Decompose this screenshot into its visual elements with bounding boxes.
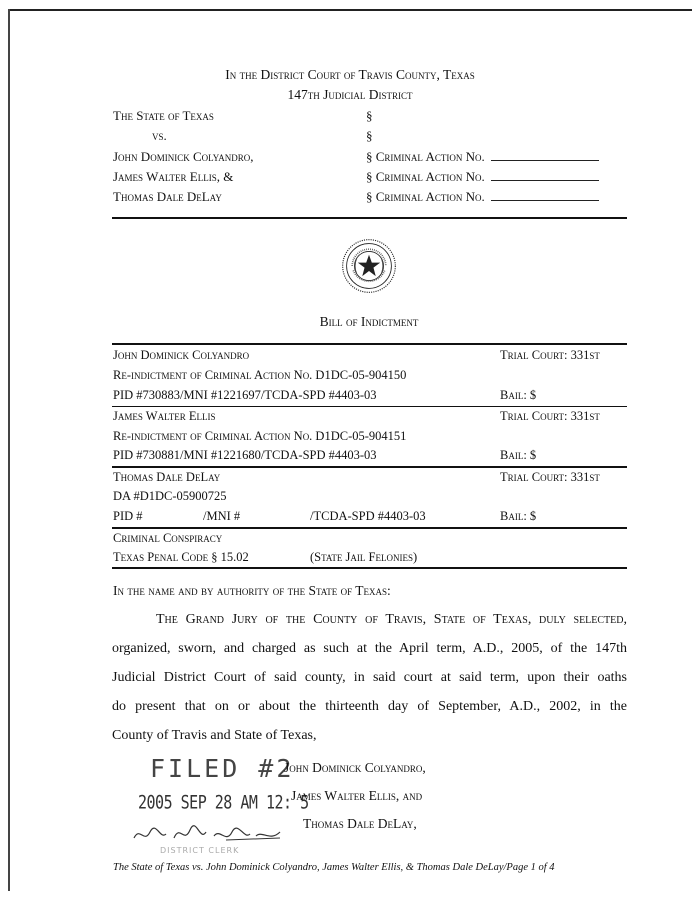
offense-code: Texas Penal Code § 15.02 [113, 550, 249, 564]
blank-line [491, 149, 599, 161]
filed-stamp: FILED #2 [150, 754, 295, 783]
section-mark-1: § [366, 108, 373, 123]
criminal-action-no-2: § Criminal Action No. [366, 169, 599, 185]
defendant-3-bail: Bail: $ [500, 509, 537, 523]
section-mark-2: § [366, 128, 373, 143]
paragraph-line: organized, sworn, and charged as such at the April term, A.D., 2005, of the 147th [112, 641, 627, 656]
defendant-3-pid: PID # [113, 509, 143, 523]
court-name: In the District Court of Travis County, Texas [225, 67, 475, 82]
table-rule [112, 466, 627, 468]
table-rule-bottom [112, 567, 627, 569]
defendant-3-name: Thomas Dale DeLay [113, 470, 221, 484]
page-footer: The State of Texas vs. John Dominick Colyandro, James Walter Ellis, & Thomas Dale DeLay/Page 1 of 4 [113, 862, 555, 873]
page-border-top [8, 9, 692, 11]
defendant-1-reindictment: Re-indictment of Criminal Action No. D1DC-05-904150 [113, 368, 407, 382]
defendant-1-trial-court: Trial Court: 331st [500, 348, 600, 362]
named-defendant-2: James Walter Ellis, and [291, 788, 423, 803]
criminal-action-no-1: § Criminal Action No. [366, 149, 599, 165]
judicial-district: 147th Judicial District [287, 87, 413, 102]
caption-state: The State of Texas [113, 108, 214, 123]
defendant-3-trial-court: Trial Court: 331st [500, 470, 600, 484]
named-defendant-3: Thomas Dale DeLay, [303, 816, 417, 831]
defendant-1-name: John Dominick Colyandro [113, 348, 250, 362]
offense-name: Criminal Conspiracy [113, 531, 223, 545]
district-clerk-stamp: DISTRICT CLERK [160, 846, 240, 855]
defendant-2-reindictment: Re-indictment of Criminal Action No. D1DC-05-904151 [113, 429, 407, 443]
blank-line [491, 189, 599, 201]
caption-vs: vs. [152, 128, 167, 143]
defendant-2-bail: Bail: $ [500, 448, 537, 462]
caption-divider [112, 217, 627, 219]
defendant-2-ids: PID #730881/MNI #1221680/TCDA-SPD #4403-03 [113, 448, 377, 462]
paragraph-line: do present that on or about the thirteenth day of September, A.D., 2002, in the [112, 699, 627, 714]
defendant-2-trial-court: Trial Court: 331st [500, 409, 600, 423]
filed-date-stamp: 2005 SEP 28 AM 12: 5 [138, 790, 309, 814]
table-rule [112, 406, 627, 407]
defendant-1-bail: Bail: $ [500, 388, 537, 402]
blank-line [491, 169, 599, 181]
defendant-1-ids: PID #730883/MNI #1221697/TCDA-SPD #4403-03 [113, 388, 377, 402]
caption-defendant-1: John Dominick Colyandro, [113, 149, 254, 164]
criminal-action-no-3: § Criminal Action No. [366, 189, 599, 205]
offense-class: (State Jail Felonies) [310, 550, 418, 564]
caption-defendant-3: Thomas Dale DeLay [113, 189, 222, 204]
paragraph-line: Judicial District Court of said county, in said court at said term, upon their oaths [112, 670, 627, 685]
seal-icon [341, 238, 397, 294]
defendant-2-name: James Walter Ellis [113, 409, 216, 423]
table-rule [112, 527, 627, 529]
named-defendant-1: John Dominick Colyandro, [284, 760, 426, 775]
page-border-left [8, 9, 10, 891]
defendant-3-tcda: /TCDA-SPD #4403-03 [310, 509, 426, 523]
document-title: Bill of Indictment [319, 314, 419, 329]
clerk-signature-icon [130, 820, 290, 848]
defendant-3-da-number: DA #D1DC-05900725 [113, 489, 227, 503]
authority-line: In the name and by authority of the State of Texas: [113, 583, 391, 598]
paragraph-last-line: County of Travis and State of Texas, [112, 728, 317, 743]
caption-defendant-2: James Walter Ellis, & [113, 169, 234, 184]
defendant-3-mni: /MNI # [203, 509, 241, 523]
paragraph-line: The Grand Jury of the County of Travis, State of Texas, duly selected, [156, 612, 627, 627]
table-rule-top [112, 343, 627, 345]
